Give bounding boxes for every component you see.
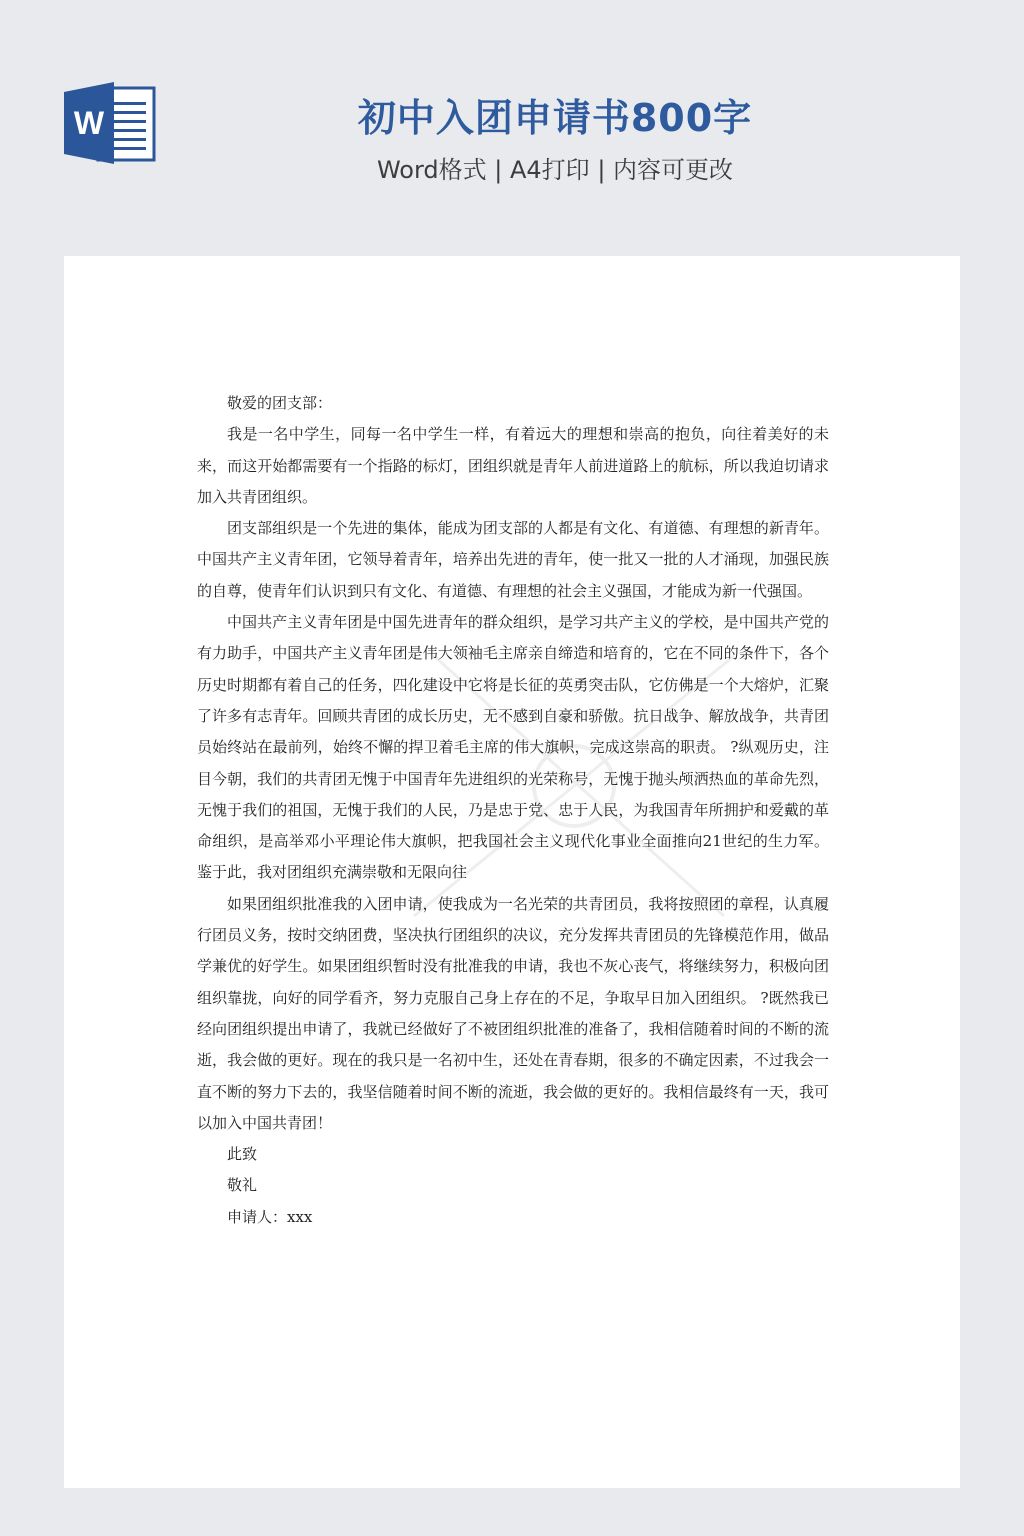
word-document-icon — [64, 82, 156, 164]
letter-paragraph-2: 团支部组织是一个先进的集体，能成为团支部的人都是有文化、有道德、有理想的新青年。中国共产主义青年团，它领导着青年，培养出先进的青年，使一批又一批的人才涌现，加强民族的自尊，使青年们认识到只有文化、有道德、有理想的社会主义强国，才能成为新一代强国。 — [197, 519, 829, 600]
word-logo-letter: W — [73, 105, 105, 141]
letter-paragraph-3: 中国共产主义青年团是中国先进青年的群众组织，是学习共产主义的学校，是中国共产党的有力助手，中国共产主义青年团是伟大领袖毛主席亲自缔造和培育的，它在不同的条件下，各个历史时期都有着自己的任务，四化建设中它将是长征的英勇突击队，它仿佛是一个大熔炉，汇聚了许多有志青年。回顾共青团的成长历史，无不感到自豪和骄傲。抗日战争、解放战争，共青团员始终站在最前列，始终不懈的捍卫着毛主席的伟大旗帜，完成这崇高的职责。 ?纵观历史，注目今朝，我们的共青团无愧于中国青年先进组织的光荣称号，无愧于抛头颅洒热血的革命先烈，无愧于我们的祖国，无愧于我们的人民，乃是忠于党、忠于人民，为我国青年所拥护和爱戴的革命组织，是高举邓小平理论伟大旗帜，把我国社会主义现代化事业全面推向21世纪的生力军。鉴于此，我对团组织充满崇敬和无限向往 — [197, 613, 829, 882]
document-body — [197, 388, 829, 1233]
letter-signature: 申请人：xxx — [227, 1207, 313, 1226]
page-title: 初中入团申请书800字 — [357, 96, 753, 140]
page-header — [0, 0, 1024, 256]
document-page — [64, 256, 960, 1488]
page-subtitle: Word格式 | A4打印 | 内容可更改 — [376, 156, 734, 184]
letter-paragraph-1: 我是一名中学生，同每一名中学生一样，有着远大的理想和崇高的抱负，向往着美好的未来，而这开始都需要有一个指路的标灯，团组织就是青年人前进道路上的航标，所以我迫切请求加入共青团组织。 — [197, 425, 829, 506]
letter-closing: 此致 — [227, 1145, 258, 1164]
letter-regards: 敬礼 — [227, 1176, 258, 1195]
letter-paragraph-4: 如果团组织批准我的入团申请，使我成为一名光荣的共青团员，我将按照团的章程，认真履行团员义务，按时交纳团费，坚决执行团组织的决议，充分发挥共青团员的先锋模范作用，做品学兼优的好学生。如果团组织暂时没有批准我的申请，我也不灰心丧气，将继续努力，积极向团组织靠拢，向好的同学看齐，努力克服自己身上存在的不足，争取早日加入团组织。 ?既然我已经向团组织提出申请了，我就已经做好了不被团组织批准的准备了，我相信随着时间的不断的流逝，我会做的更好。现在的我只是一名初中生，还处在青春期，很多的不确定因素，不过我会一直不断的努力下去的，我坚信随着时间不断的流逝，我会做的更好的。我相信最终有一天，我可以加入中国共青团！ — [197, 894, 829, 1132]
letter-salutation: 敬爱的团支部： — [227, 394, 333, 412]
